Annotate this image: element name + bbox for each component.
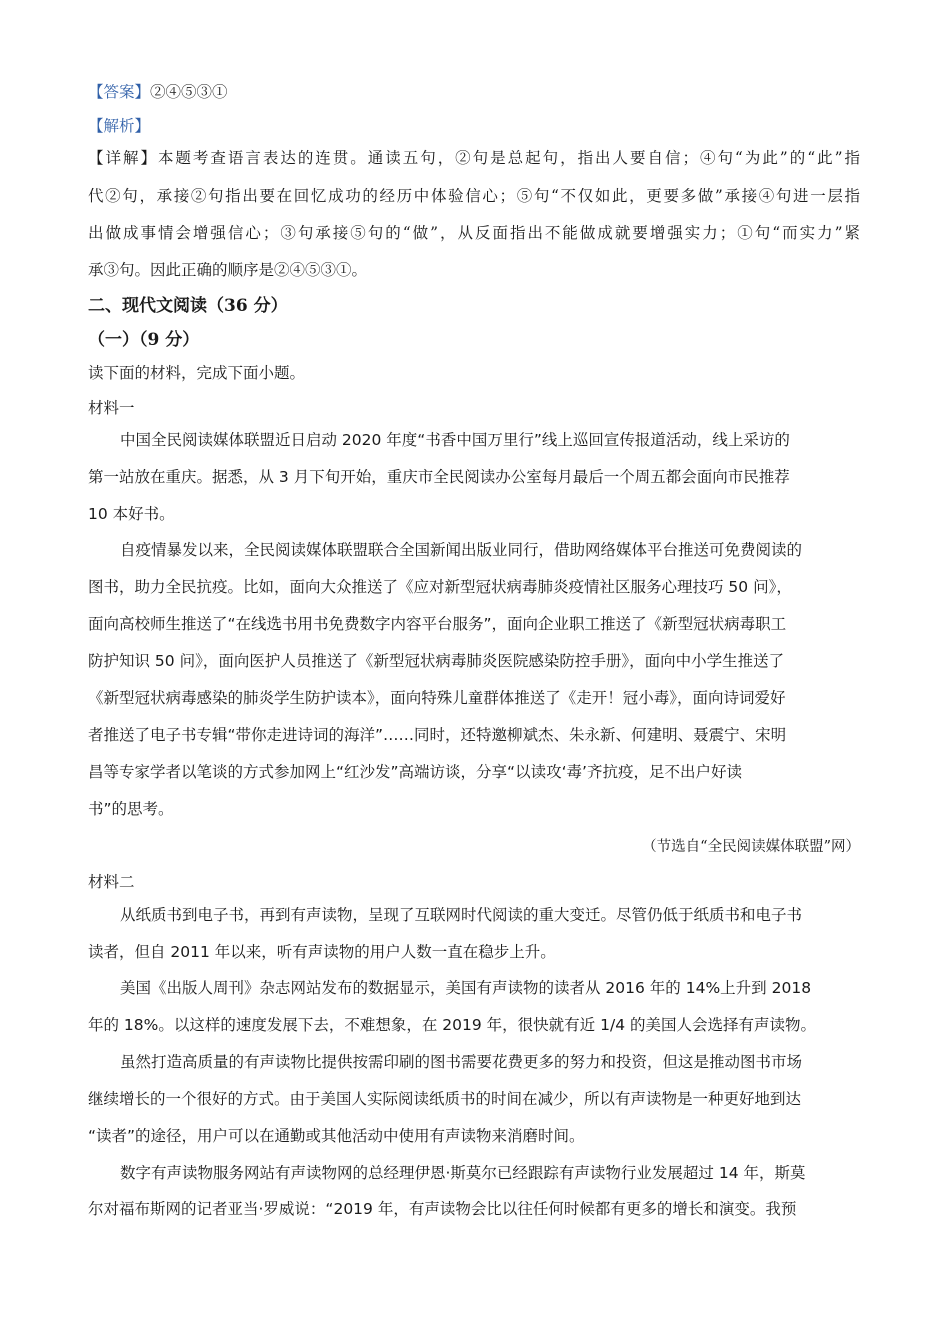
material2-p2-line-1: 美国《出版人周刊》杂志网站发布的数据显示，美国有声读物的读者从 2016 年的 14%上升到 2018 xyxy=(120,979,812,997)
material1-p2-line-1: 自疫情暴发以来，全民阅读媒体联盟联合全国新闻出版业同行，借助网络媒体平台推送可免费阅读的 xyxy=(120,541,803,559)
material2-p3-line-3: “读者”的途径，用户可以在通勤或其他活动中使用有声读物来消磨时间。 xyxy=(88,1127,585,1145)
material1-p2-line-5: 《新型冠状病毒感染的肺炎学生防护读本》，面向特殊儿童群体推送了《走开！冠小毒》，面向诗词爱好 xyxy=(88,689,786,707)
detail-line-3: 出做成事情会增强信心；③句承接⑤句的“做”，从反面指出不能做成就要增强实力；①句“而实力”紧 xyxy=(88,224,860,242)
material1-p1-line-2: 第一站放在重庆。据悉，从 3 月下旬开始，重庆市全民阅读办公室每月最后一个周五都会面向市民推荐 xyxy=(88,468,790,486)
material1-p2-line-7: 昌等专家学者以笔谈的方式参加网上“红沙发”高端访谈，分享“以读攻‘毒’齐抗疫，足不出户好读 xyxy=(88,763,742,781)
analysis-label: 【解析】 xyxy=(88,117,151,135)
material2-p1-line-2: 读者，但自 2011 年以来，听有声读物的用户人数一直在稳步上升。 xyxy=(88,943,556,961)
material1-p2-line-3: 面向高校师生推送了“在线选书用书免费数字内容平台服务”，面向企业职工推送了《新型冠状病毒职工 xyxy=(88,615,787,633)
section-instruction: 读下面的材料，完成下面小题。 xyxy=(88,364,306,382)
section-subtitle: （一）（9 分） xyxy=(88,330,200,350)
answer-label: 【答案】 xyxy=(88,83,151,101)
material2-p4-line-2: 尔对福布斯网的记者亚当·罗威说：“2019 年，有声读物会比以往任何时候都有更多的增长和演变。我预 xyxy=(88,1200,797,1218)
material1-source: （节选自“全民阅读媒体联盟”网） xyxy=(642,839,860,855)
material1-p2-line-6: 者推送了电子书专辑“带你走进诗词的海洋”……同时，还特邀柳斌杰、朱永新、何建明、聂震宁、宋明 xyxy=(88,726,787,744)
section-title: 二、现代文阅读（36 分） xyxy=(88,296,288,316)
answer-value: ②④⑤③① xyxy=(150,83,228,101)
material1-label: 材料一 xyxy=(88,399,135,417)
material1-p2-line-2: 图书，助力全民抗疫。比如，面向大众推送了《应对新型冠状病毒肺炎疫情社区服务心理技巧 50 问》， xyxy=(88,578,792,596)
detail-line-2: 代②句，承接②句指出要在回忆成功的经历中体验信心；⑤句“不仅如此，更要多做”承接④句进一层指 xyxy=(88,187,860,205)
material2-p1-line-1: 从纸质书到电子书，再到有声读物，呈现了互联网时代阅读的重大变迁。尽管仍低于纸质书和电子书 xyxy=(120,906,803,924)
material2-p2-line-2: 年的 18%。以这样的速度发展下去，不难想象，在 2019 年，很快就有近 1/4 的美国人会选择有声读物。 xyxy=(88,1016,816,1034)
detail-line-1: 【详解】本题考查语言表达的连贯。通读五句，②句是总起句，指出人要自信；④句“为此”的“此”指 xyxy=(88,149,860,167)
material1-p1-line-1: 中国全民阅读媒体联盟近日启动 2020 年度“书香中国万里行”线上巡回宣传报道活动，线上采访的 xyxy=(120,431,790,449)
material2-p3-line-2: 继续增长的一个很好的方式。由于美国人实际阅读纸质书的时间在减少，所以有声读物是一种更好地到达 xyxy=(88,1090,802,1108)
material2-p3-line-1: 虽然打造高质量的有声读物比提供按需印刷的图书需要花费更多的努力和投资，但这是推动图书市场 xyxy=(120,1053,803,1071)
detail-line-4: 承③句。因此正确的顺序是②④⑤③①。 xyxy=(88,261,368,279)
material1-p2-line-8: 书”的思考。 xyxy=(88,800,174,818)
material1-p1-line-3: 10 本好书。 xyxy=(88,505,175,523)
answer-line xyxy=(88,80,228,102)
material2-label: 材料二 xyxy=(88,873,135,891)
material1-p2-line-4: 防护知识 50 问》，面向医护人员推送了《新型冠状病毒肺炎医院感染防控手册》，面向中小学生推送了 xyxy=(88,652,785,670)
material2-p4-line-1: 数字有声读物服务网站有声读物网的总经理伊恩·斯莫尔已经跟踪有声读物行业发展超过 14 年，斯莫 xyxy=(120,1164,806,1182)
